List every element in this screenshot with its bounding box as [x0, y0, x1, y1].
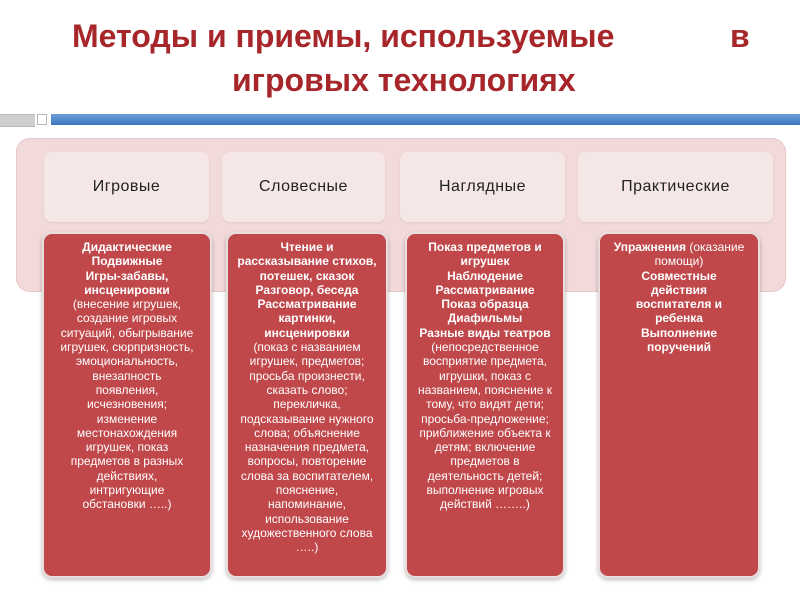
- card-line: Показ образца: [441, 297, 529, 312]
- card-line: Совместные: [641, 268, 717, 283]
- card-line: тому, что видят дети;: [426, 397, 544, 412]
- card-games: [42, 232, 212, 578]
- card-line: Рассматривание: [257, 297, 357, 312]
- card-line-bold: Упражнения: [613, 240, 687, 254]
- card-line: художественного слова: [241, 525, 373, 540]
- card-line: Дидактические: [82, 240, 172, 254]
- title-line-1: Методы и приемы, используемые: [72, 18, 615, 54]
- card-line: действия: [651, 282, 707, 297]
- title-line-1-tail: в: [730, 18, 750, 54]
- card-line: Чтение и: [280, 240, 334, 254]
- card-line: [604, 240, 754, 254]
- card-line: игрушек, сюрпризность,: [60, 340, 194, 355]
- slide-title: [0, 0, 800, 110]
- card-line: восприятие предмета,: [423, 354, 547, 369]
- card-line: пояснение,: [275, 483, 339, 498]
- card-line: инсценировки: [264, 325, 350, 340]
- card-line: вопросы, повторение: [247, 454, 367, 469]
- card-line: просьба-предложение;: [421, 411, 549, 426]
- card-line: подсказывание нужного: [240, 411, 374, 426]
- title-line-2: игровых технологиях: [232, 62, 576, 98]
- card-line: действиях,: [96, 468, 158, 483]
- card-line: деятельность детей;: [427, 468, 543, 483]
- header-games-label: Игровые: [92, 178, 161, 195]
- card-line: игрушки, показ с: [439, 368, 531, 383]
- card-line: предметов в: [450, 454, 520, 469]
- card-line: просьба произнести,: [249, 368, 365, 383]
- card-line: действий ……..): [440, 497, 530, 512]
- card-practical: [598, 232, 760, 578]
- card-line: изменение: [96, 411, 158, 426]
- card-line: Диафильмы: [447, 311, 523, 326]
- header-practical: [578, 152, 773, 222]
- card-line: Рассматривание: [435, 282, 535, 297]
- card-line: …..): [295, 540, 319, 555]
- header-games: [44, 152, 209, 222]
- card-line: сказать слово;: [266, 382, 348, 397]
- card-line: создание игровых: [76, 311, 178, 326]
- card-line: Показ предметов и: [428, 240, 542, 254]
- header-visual: [400, 152, 565, 222]
- card-line: предметов в разных: [70, 454, 184, 469]
- header-visual-label: Наглядные: [438, 178, 526, 195]
- header-practical-label: Практические: [621, 178, 730, 195]
- card-line: напоминание,: [267, 497, 347, 512]
- card-line: Разговор, беседа: [255, 282, 359, 297]
- card-line: Подвижные: [91, 254, 163, 269]
- card-line: игрушек, показ: [85, 440, 169, 455]
- card-line-normal: (оказание: [686, 240, 745, 254]
- card-line: местонахождения: [76, 425, 178, 440]
- divider-square: [37, 114, 47, 125]
- card-line: выполнение игровых: [426, 483, 544, 498]
- card-line: игрушек: [460, 254, 510, 269]
- card-line: названием, пояснение к: [417, 382, 553, 397]
- card-line: поручений: [646, 340, 712, 355]
- card-line: ситуаций, обыгрывание: [60, 325, 194, 340]
- card-line: рассказывание стихов,: [237, 254, 377, 269]
- card-line: исчезновения;: [86, 397, 168, 412]
- card-line: Игры-забавы,: [85, 268, 169, 283]
- card-line: игрушек, предметов;: [249, 354, 365, 369]
- card-visual: [405, 232, 565, 578]
- card-verbal: [226, 232, 388, 578]
- card-line: Выполнение: [640, 325, 718, 340]
- divider-left-bar: [0, 114, 35, 127]
- header-verbal-label: Словесные: [259, 178, 348, 195]
- card-line: слова за воспитателем,: [240, 468, 374, 483]
- card-line: слова; объяснение: [254, 425, 360, 440]
- card-line: (непосредственное: [431, 340, 539, 355]
- header-verbal: [222, 152, 385, 222]
- card-line: интригующие: [89, 483, 165, 498]
- card-line: ребенка: [655, 311, 703, 326]
- card-line: обстановки …..): [82, 497, 172, 512]
- card-line: детям; включение: [434, 440, 536, 455]
- card-line: эмоциональность,: [75, 354, 179, 369]
- card-line: инсценировки: [84, 282, 170, 297]
- card-line: воспитателя и: [635, 297, 723, 312]
- divider-blue-bar: [51, 114, 800, 125]
- card-line: перекличка,: [273, 397, 341, 412]
- card-line: (показ с названием: [253, 340, 361, 355]
- card-line: использование: [265, 511, 349, 526]
- card-line: Разные виды театров: [419, 325, 551, 340]
- card-line: потешек, сказок: [259, 268, 355, 283]
- card-line: приближение объекта к: [419, 425, 551, 440]
- card-line: внезапность: [92, 368, 162, 383]
- card-line: появления,: [95, 382, 159, 397]
- card-line: (внесение игрушек,: [72, 297, 182, 312]
- card-line: помощи): [654, 254, 704, 269]
- card-line: картинки,: [278, 311, 336, 326]
- card-line: назначения предмета,: [244, 440, 370, 455]
- card-line: Наблюдение: [447, 268, 523, 283]
